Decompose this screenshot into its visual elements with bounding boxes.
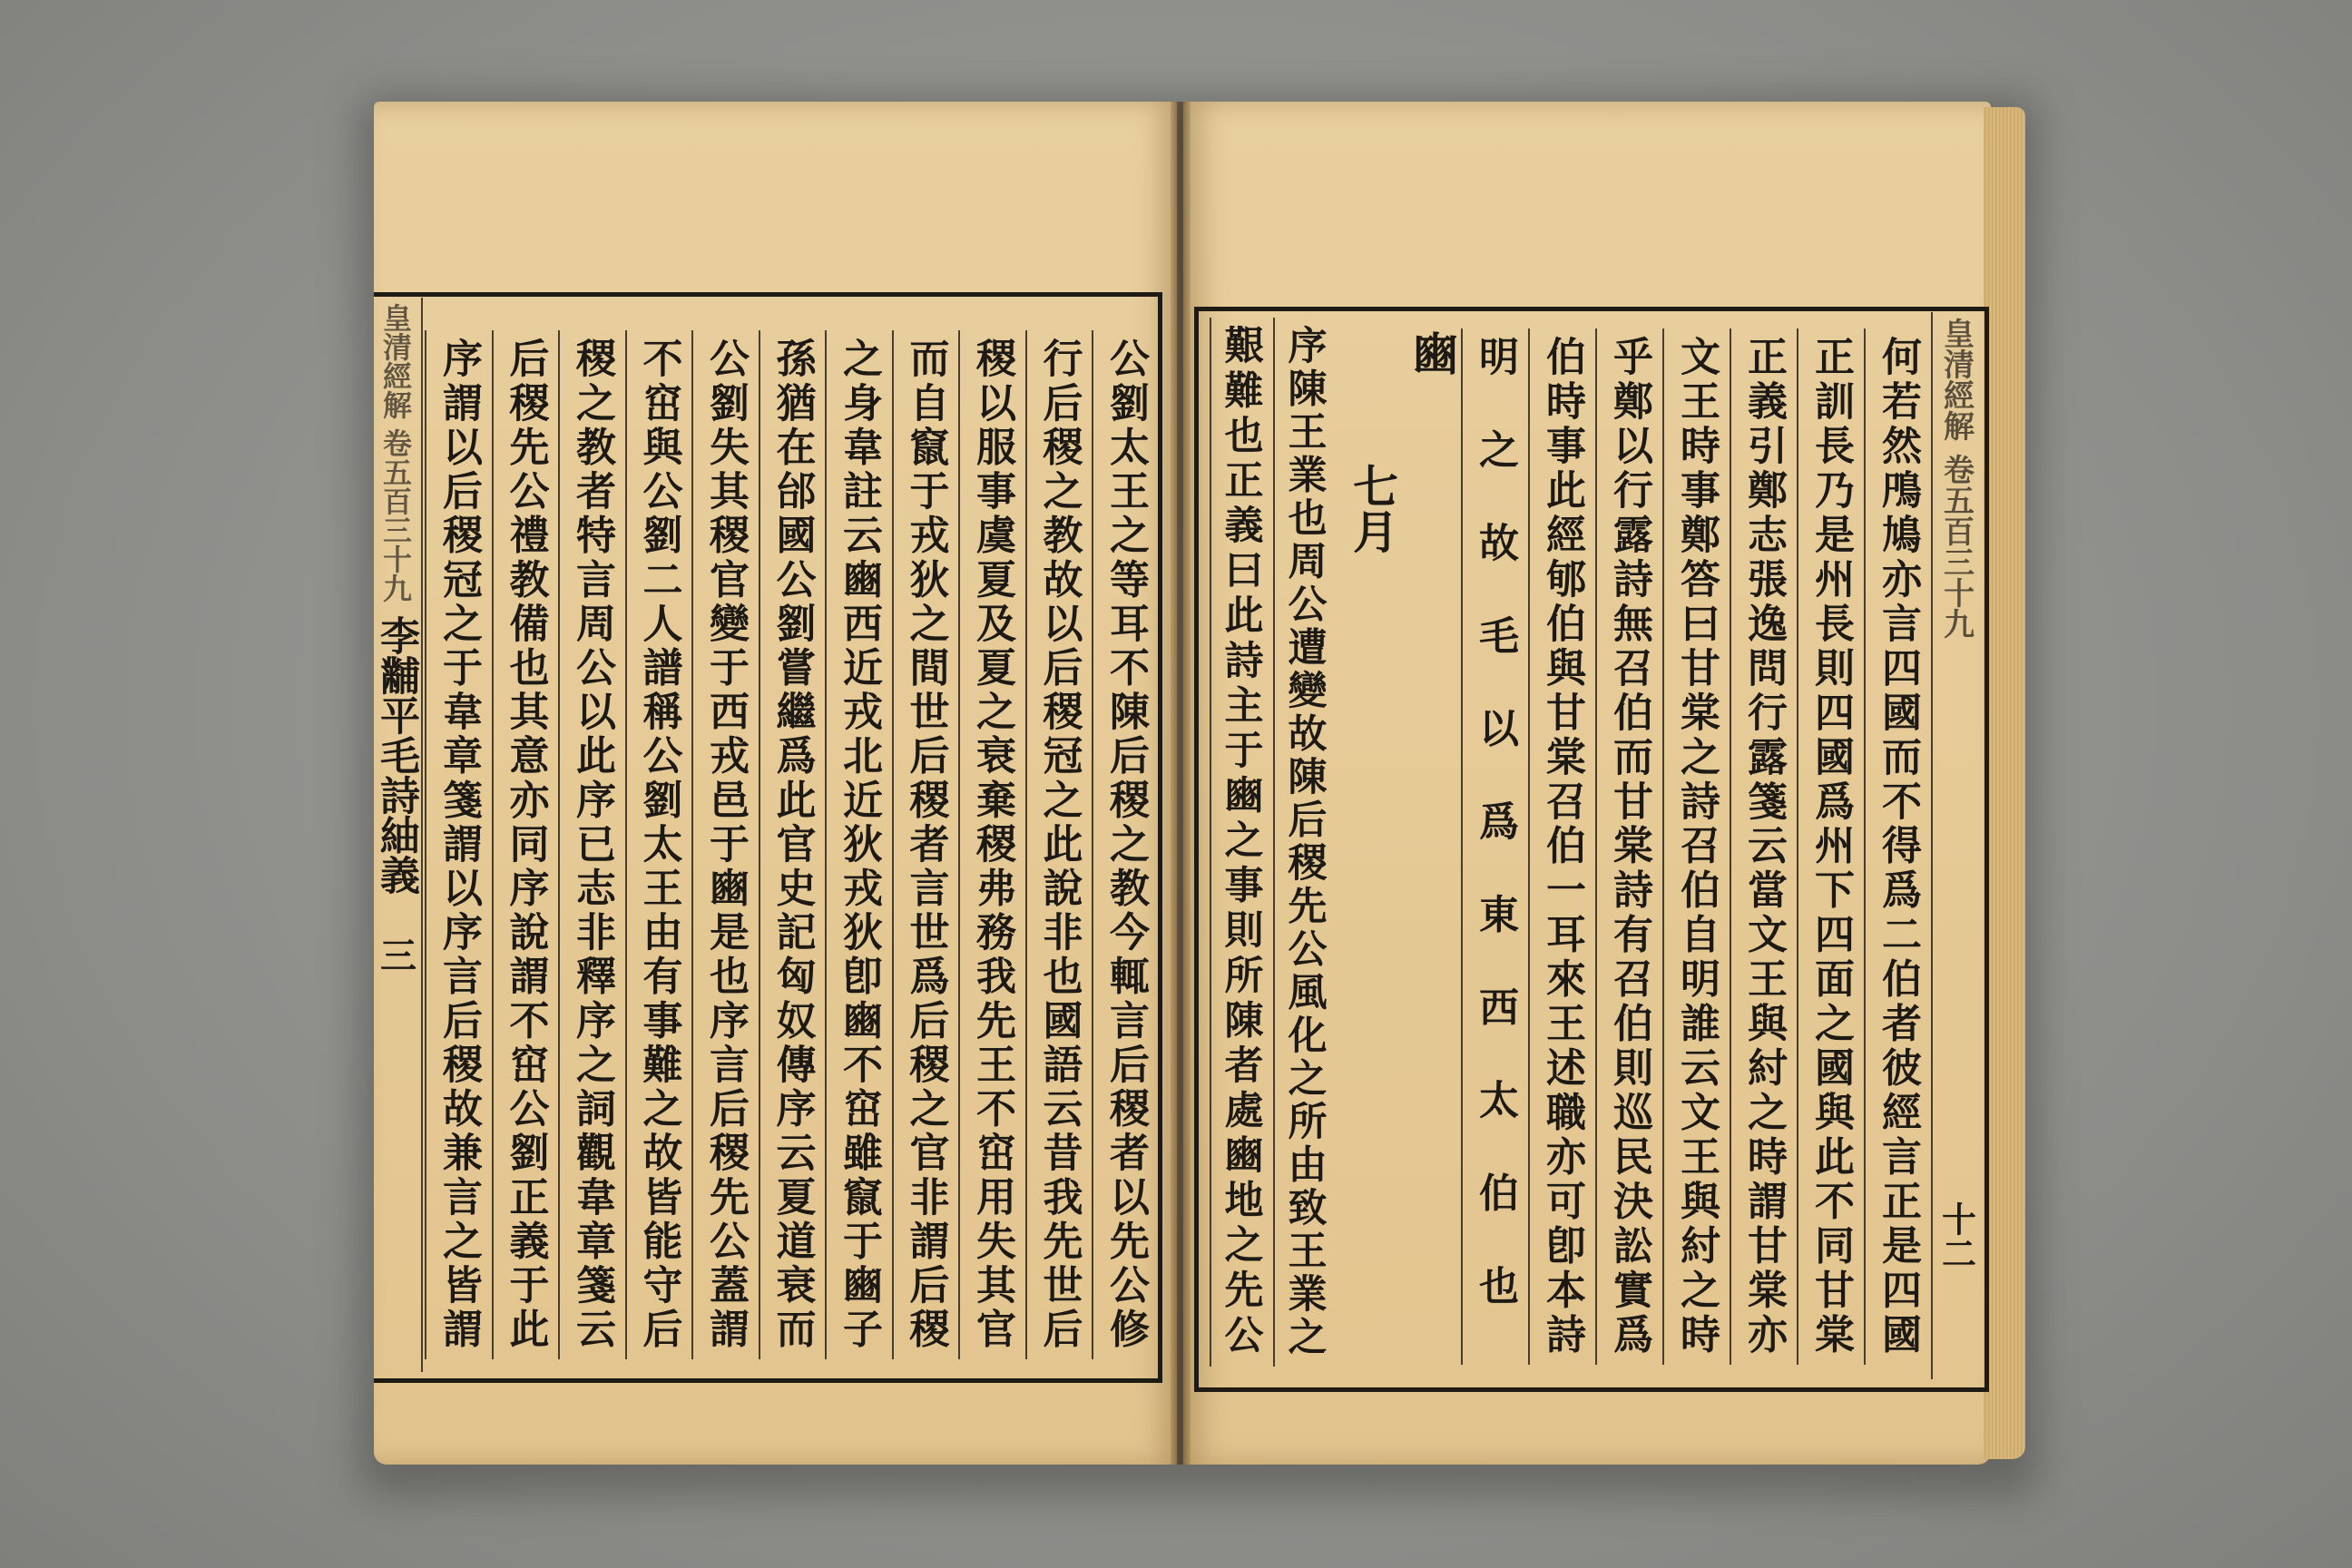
left-text-column	[691, 338, 759, 1352]
left-text-column	[825, 338, 892, 1352]
left-text-line: 而自竄于戎狄之間世后稷者言世爲后稷之官非謂后稷	[902, 338, 949, 1352]
right-text-line: 何若然鳲鳩亦言四國而不得爲二伯者彼經言正是四國	[1875, 336, 1921, 1357]
right-text-column	[1864, 336, 1931, 1357]
section-title: 豳	[1406, 330, 1459, 376]
right-margin-rule	[1931, 312, 1933, 1379]
right-text-column	[1662, 336, 1730, 1357]
right-text-column-rule	[1528, 328, 1530, 1365]
left-margin-fascicle: 卷五百三十九	[378, 428, 413, 603]
left-text-column-rule	[825, 330, 827, 1359]
right-margin-fascicle: 卷五百三十九	[1937, 454, 1975, 639]
right-text-column	[1528, 336, 1595, 1357]
right-margin-column	[1938, 318, 1975, 1379]
left-text-line: 行后稷之教故以后稷冠之此說非也國語云昔我先世后	[1035, 338, 1083, 1352]
left-page-number: 三	[374, 936, 417, 973]
preface-column	[1273, 325, 1337, 1359]
left-text-column	[425, 338, 492, 1352]
right-page-number: 十二	[1936, 1201, 1977, 1270]
right-text-column-rule	[1864, 328, 1866, 1365]
right-text-column	[1461, 336, 1528, 1357]
left-text-column-rule	[625, 330, 627, 1359]
right-text-line: 乎鄭以行露詩無召伯而甘棠詩有召伯則巡民決訟實爲	[1606, 336, 1652, 1357]
book-gutter	[1171, 102, 1191, 1465]
right-text-column	[1797, 336, 1864, 1357]
left-margin-title: 皇清經解	[378, 303, 413, 419]
right-text-line: 文王時事鄭答曰甘棠之詩召伯自明誰云文王與紂之時	[1673, 336, 1720, 1357]
preface-line: 序陳王業也周公遭變故陳后稷先公風化之所由致王業之	[1281, 325, 1328, 1359]
left-text-line: 稷之教者特言周公以此序已志非釋序之詞觀韋章箋云	[569, 338, 615, 1352]
section-title-column	[1405, 330, 1459, 376]
left-text-column-rule	[691, 330, 693, 1359]
left-text-line: 公劉失其稷官變于西戎邑于豳是也序言后稷先公蓋謂	[702, 338, 749, 1352]
left-text-column-rule	[1025, 330, 1027, 1359]
left-text-column	[892, 338, 959, 1352]
left-text-column	[558, 338, 625, 1352]
left-text-column-rule	[759, 330, 760, 1359]
left-margin-rule	[421, 298, 423, 1372]
left-text-line: 稷以服事虞夏及夏之衰棄稷弗務我先王不窋用失其官	[969, 338, 1015, 1352]
left-text-line: 序謂以后稷冠之于韋章箋謂以序言后稷故兼言之皆謂	[436, 338, 482, 1352]
preface-column-rule	[1273, 318, 1275, 1367]
left-text-column	[1092, 338, 1159, 1352]
left-text-column	[492, 338, 559, 1352]
poem-title-column	[1345, 463, 1399, 554]
preface-column	[1210, 325, 1273, 1359]
right-text-column-rule	[1662, 328, 1664, 1365]
right-text-line: 明之故毛以爲東西太伯也	[1472, 336, 1518, 1357]
right-text-column-rule	[1595, 328, 1597, 1365]
right-text-column-rule	[1730, 328, 1731, 1365]
poem-title: 七月	[1346, 463, 1399, 554]
preface-line: 艱難也正義曰此詩主于豳之事則所陳者處豳地之先公	[1218, 325, 1264, 1359]
left-text-column	[958, 338, 1025, 1352]
left-text-line: 之身韋註云豳西近戎北近狄戎狄卽豳不窋雖竄于豳子	[836, 338, 882, 1352]
left-text-line: 后稷先公禮教備也其意亦同序說謂不窋公劉正義于此	[502, 338, 549, 1352]
left-text-line: 公劉太王之等耳不陳后稷之教今輒言后稷者以先公修	[1102, 338, 1149, 1352]
left-margin-author: 李黼平毛詩紬義	[373, 615, 419, 895]
left-text-column-rule	[892, 330, 894, 1359]
right-text-line: 正訓長乃是州長則四國爲州下四面之國與此不同甘棠	[1808, 336, 1854, 1357]
left-text-column	[625, 338, 692, 1352]
right-text-line: 正義引鄭志張逸問行露箋云當文王與紂之時謂甘棠亦	[1740, 336, 1787, 1357]
right-text-column-rule	[1461, 328, 1463, 1365]
page-edges	[1984, 107, 2025, 1459]
left-margin-column	[373, 303, 419, 1365]
right-text-column	[1730, 336, 1797, 1357]
left-text-column-rule	[958, 330, 960, 1359]
left-text-column-rule	[1092, 330, 1093, 1359]
left-text-column	[1025, 338, 1093, 1352]
left-text-line: 不窋與公劉二人譜稱公劉太王由有事難之故皆能守后	[635, 338, 682, 1352]
right-text-column-rule	[1797, 328, 1798, 1365]
right-text-column	[1595, 336, 1662, 1357]
left-text-column-rule	[492, 330, 494, 1359]
preface-column-rule	[1210, 318, 1211, 1367]
left-text-column	[759, 338, 826, 1352]
right-text-line: 伯時事此經郇伯與甘棠召伯一耳來王述職亦可卽本詩	[1539, 336, 1585, 1357]
left-text-column-rule	[425, 330, 426, 1359]
left-text-column-rule	[558, 330, 560, 1359]
left-text-line: 孫猶在邰國公劉嘗繼爲此官史記匈奴傳序云夏道衰而	[769, 338, 816, 1352]
right-margin-title: 皇清經解	[1937, 318, 1975, 441]
